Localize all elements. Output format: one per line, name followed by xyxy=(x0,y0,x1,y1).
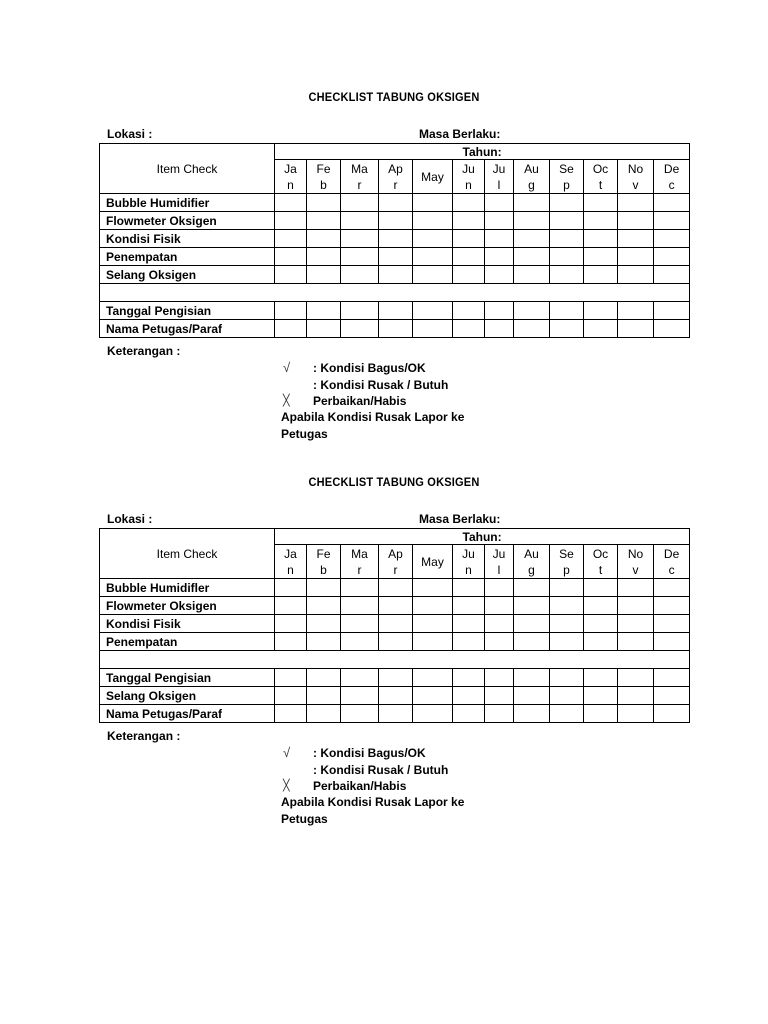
check-cell[interactable] xyxy=(654,320,690,338)
month-label-part: r xyxy=(393,177,398,192)
table-row xyxy=(100,669,690,687)
table-row xyxy=(100,284,690,302)
check-cell[interactable] xyxy=(413,705,453,723)
table-row xyxy=(100,687,690,705)
month-label-part: Au xyxy=(524,546,539,561)
check-cell[interactable] xyxy=(307,230,341,248)
table-row xyxy=(100,320,690,338)
check-cell[interactable] xyxy=(485,705,514,723)
check-icon: √ xyxy=(283,745,291,760)
check-cell[interactable] xyxy=(485,615,514,633)
month-label-part: Ju xyxy=(462,546,475,561)
check-cell[interactable] xyxy=(584,212,618,230)
check-cell[interactable] xyxy=(275,687,307,705)
check-cell[interactable] xyxy=(413,230,453,248)
month-header xyxy=(341,545,379,579)
check-cell[interactable] xyxy=(485,266,514,284)
check-cell[interactable] xyxy=(453,266,485,284)
month-header xyxy=(453,545,485,579)
check-cell[interactable] xyxy=(341,266,379,284)
check-cell[interactable] xyxy=(307,615,341,633)
month-label-part: No xyxy=(627,161,644,176)
month-label-part: Oc xyxy=(592,161,609,176)
keterangan-label: Keterangan : xyxy=(107,729,181,743)
check-cell[interactable] xyxy=(618,302,654,320)
month-header xyxy=(618,160,654,194)
check-cell[interactable] xyxy=(584,705,618,723)
check-cell[interactable] xyxy=(341,597,379,615)
check-cell[interactable] xyxy=(485,687,514,705)
check-cell[interactable] xyxy=(453,579,485,597)
check-cell[interactable] xyxy=(413,266,453,284)
check-cell[interactable] xyxy=(485,302,514,320)
month-label-part: Ma xyxy=(351,546,368,561)
month-label-part: Ma xyxy=(351,161,368,176)
month-label-part: g xyxy=(528,177,535,192)
check-cell[interactable] xyxy=(307,212,341,230)
check-cell[interactable] xyxy=(485,248,514,266)
legend-lapor: Apabila Kondisi Rusak Lapor ke xyxy=(281,795,465,809)
table-row xyxy=(100,615,690,633)
check-cell[interactable] xyxy=(654,266,690,284)
month-label-part: r xyxy=(357,562,362,577)
table-row xyxy=(100,705,690,723)
check-cell[interactable] xyxy=(307,579,341,597)
check-cell[interactable] xyxy=(584,633,618,651)
item-label: Tanggal Pengisian xyxy=(100,669,275,687)
item-label: Bubble Humidifier xyxy=(100,194,275,212)
month-label-part: Au xyxy=(524,161,539,176)
check-cell[interactable] xyxy=(514,302,550,320)
item-label: Penempatan xyxy=(100,248,275,266)
table-row xyxy=(100,579,690,597)
check-cell[interactable] xyxy=(550,302,584,320)
check-cell[interactable] xyxy=(584,615,618,633)
check-cell[interactable] xyxy=(550,212,584,230)
check-cell[interactable] xyxy=(341,615,379,633)
check-cell[interactable] xyxy=(550,320,584,338)
month-header xyxy=(341,160,379,194)
item-label: Kondisi Fisik xyxy=(100,230,275,248)
check-cell[interactable] xyxy=(379,687,413,705)
check-cell[interactable] xyxy=(341,669,379,687)
month-header xyxy=(654,545,690,579)
check-cell[interactable] xyxy=(654,633,690,651)
month-header xyxy=(550,545,584,579)
check-cell[interactable] xyxy=(514,248,550,266)
month-label-part: De xyxy=(663,161,680,176)
month-label-part: Ju xyxy=(492,546,506,561)
month-header xyxy=(275,160,307,194)
check-cell[interactable] xyxy=(379,248,413,266)
month-label-part: Ju xyxy=(462,161,475,176)
check-cell[interactable] xyxy=(453,705,485,723)
month-header xyxy=(413,545,453,579)
table-row xyxy=(100,230,690,248)
month-header xyxy=(485,160,514,194)
check-cell[interactable] xyxy=(618,687,654,705)
lokasi-label: Lokasi : xyxy=(107,512,153,526)
check-cell[interactable] xyxy=(618,669,654,687)
check-cell[interactable] xyxy=(550,266,584,284)
table-row xyxy=(100,633,690,651)
check-cell[interactable] xyxy=(654,248,690,266)
legend-perbaikan: Perbaikan/Habis xyxy=(313,779,407,793)
month-header xyxy=(584,160,618,194)
check-cell[interactable] xyxy=(453,230,485,248)
month-label-part: b xyxy=(320,177,327,192)
check-cell[interactable] xyxy=(584,266,618,284)
check-cell[interactable] xyxy=(584,320,618,338)
check-cell[interactable] xyxy=(341,705,379,723)
month-label-part: May xyxy=(421,554,444,569)
month-label-part: Oc xyxy=(592,546,609,561)
check-cell[interactable] xyxy=(275,597,307,615)
check-cell[interactable] xyxy=(341,194,379,212)
item-label: Kondisi Fisik xyxy=(100,615,275,633)
check-cell[interactable] xyxy=(413,302,453,320)
month-label-part: l xyxy=(497,562,501,577)
month-label-part: No xyxy=(627,546,644,561)
check-cell[interactable] xyxy=(514,230,550,248)
check-cell[interactable] xyxy=(485,669,514,687)
check-cell[interactable] xyxy=(584,687,618,705)
month-label-part: Ap xyxy=(388,161,403,176)
check-cell[interactable] xyxy=(307,705,341,723)
check-cell[interactable] xyxy=(379,705,413,723)
month-header xyxy=(379,160,413,194)
check-cell[interactable] xyxy=(618,597,654,615)
check-cell[interactable] xyxy=(618,705,654,723)
check-cell[interactable] xyxy=(514,266,550,284)
month-label-part: t xyxy=(598,177,603,192)
check-cell[interactable] xyxy=(654,705,690,723)
check-cell[interactable] xyxy=(618,633,654,651)
check-cell[interactable] xyxy=(584,597,618,615)
month-label-part: De xyxy=(663,546,680,561)
check-cell[interactable] xyxy=(514,212,550,230)
sheet-title: CHECKLIST TABUNG OKSIGEN xyxy=(308,90,480,104)
check-cell[interactable] xyxy=(514,194,550,212)
check-cell[interactable] xyxy=(514,633,550,651)
check-cell[interactable] xyxy=(379,266,413,284)
check-cell[interactable] xyxy=(514,669,550,687)
check-cell[interactable] xyxy=(453,320,485,338)
sheet-title: CHECKLIST TABUNG OKSIGEN xyxy=(308,475,480,489)
month-label-part: Ap xyxy=(388,546,403,561)
check-cell[interactable] xyxy=(307,687,341,705)
cross-icon: ╳ xyxy=(283,780,290,792)
month-header xyxy=(514,160,550,194)
check-cell[interactable] xyxy=(453,248,485,266)
check-cell[interactable] xyxy=(275,320,307,338)
check-cell[interactable] xyxy=(307,633,341,651)
check-cell[interactable] xyxy=(413,248,453,266)
check-cell[interactable] xyxy=(275,212,307,230)
check-cell[interactable] xyxy=(550,597,584,615)
masa-berlaku-label: Masa Berlaku: xyxy=(419,512,501,526)
check-cell[interactable] xyxy=(485,633,514,651)
month-header xyxy=(584,545,618,579)
legend-ok: : Kondisi Bagus/OK xyxy=(313,361,426,375)
check-cell[interactable] xyxy=(654,230,690,248)
month-header xyxy=(275,545,307,579)
check-cell[interactable] xyxy=(550,705,584,723)
check-cell[interactable] xyxy=(307,194,341,212)
check-cell[interactable] xyxy=(275,230,307,248)
month-header xyxy=(413,160,453,194)
check-cell[interactable] xyxy=(275,705,307,723)
spacer-row-cell xyxy=(100,284,690,302)
check-cell[interactable] xyxy=(275,579,307,597)
tahun-header: Tahun: xyxy=(275,529,690,545)
check-cell[interactable] xyxy=(275,302,307,320)
check-cell[interactable] xyxy=(275,248,307,266)
check-cell[interactable] xyxy=(618,579,654,597)
check-cell[interactable] xyxy=(453,194,485,212)
month-label-part: n xyxy=(465,177,472,192)
month-header xyxy=(379,545,413,579)
check-cell[interactable] xyxy=(413,669,453,687)
check-cell[interactable] xyxy=(654,579,690,597)
check-icon: √ xyxy=(283,360,291,375)
item-check-header: Item Check xyxy=(100,144,275,194)
check-cell[interactable] xyxy=(654,615,690,633)
check-cell[interactable] xyxy=(618,615,654,633)
table-row xyxy=(100,248,690,266)
check-cell[interactable] xyxy=(379,615,413,633)
month-label-part: g xyxy=(528,562,535,577)
check-cell[interactable] xyxy=(618,194,654,212)
legend-rusak: : Kondisi Rusak / Butuh xyxy=(313,763,449,777)
check-cell[interactable] xyxy=(485,230,514,248)
check-cell[interactable] xyxy=(307,669,341,687)
check-cell[interactable] xyxy=(514,579,550,597)
month-header xyxy=(307,545,341,579)
check-cell[interactable] xyxy=(307,302,341,320)
check-cell[interactable] xyxy=(307,266,341,284)
check-cell[interactable] xyxy=(379,579,413,597)
month-label-part: r xyxy=(357,177,362,192)
check-cell[interactable] xyxy=(379,194,413,212)
legend-rusak: : Kondisi Rusak / Butuh xyxy=(313,378,449,392)
check-cell[interactable] xyxy=(453,669,485,687)
month-label-part: l xyxy=(497,177,501,192)
month-label-part: n xyxy=(287,177,294,192)
check-cell[interactable] xyxy=(453,633,485,651)
check-cell[interactable] xyxy=(618,248,654,266)
item-label: Penempatan xyxy=(100,633,275,651)
check-cell[interactable] xyxy=(379,302,413,320)
month-header xyxy=(654,160,690,194)
check-cell[interactable] xyxy=(341,633,379,651)
check-cell[interactable] xyxy=(654,302,690,320)
check-cell[interactable] xyxy=(413,320,453,338)
month-label-part: c xyxy=(668,177,675,192)
legend-lapor: Apabila Kondisi Rusak Lapor ke xyxy=(281,410,465,424)
month-label-part: Se xyxy=(559,546,574,561)
check-cell[interactable] xyxy=(514,597,550,615)
item-label: Selang Oksigen xyxy=(100,266,275,284)
check-cell[interactable] xyxy=(485,194,514,212)
legend-perbaikan: Perbaikan/Habis xyxy=(313,394,407,408)
check-cell[interactable] xyxy=(341,579,379,597)
checklist-table xyxy=(99,143,690,338)
check-cell[interactable] xyxy=(618,230,654,248)
check-cell[interactable] xyxy=(341,302,379,320)
check-cell[interactable] xyxy=(341,230,379,248)
check-cell[interactable] xyxy=(379,320,413,338)
check-cell[interactable] xyxy=(413,597,453,615)
check-cell[interactable] xyxy=(307,597,341,615)
check-cell[interactable] xyxy=(453,687,485,705)
month-label-part: Ju xyxy=(492,161,506,176)
item-label: Bubble Humidifler xyxy=(100,579,275,597)
month-label-part: n xyxy=(287,562,294,577)
check-cell[interactable] xyxy=(584,302,618,320)
check-cell[interactable] xyxy=(341,320,379,338)
check-cell[interactable] xyxy=(584,194,618,212)
month-label-part: Ja xyxy=(284,161,297,176)
item-label: Nama Petugas/Paraf xyxy=(100,320,275,338)
item-label: Tanggal Pengisian xyxy=(100,302,275,320)
legend-petugas: Petugas xyxy=(281,427,328,441)
month-label-part: c xyxy=(668,562,675,577)
month-header xyxy=(550,160,584,194)
check-cell[interactable] xyxy=(275,669,307,687)
check-cell[interactable] xyxy=(618,320,654,338)
check-cell[interactable] xyxy=(584,230,618,248)
check-cell[interactable] xyxy=(550,579,584,597)
check-cell[interactable] xyxy=(453,212,485,230)
keterangan-label: Keterangan : xyxy=(107,344,181,358)
tahun-header: Tahun: xyxy=(275,144,690,160)
month-label-part: Se xyxy=(559,161,574,176)
month-header xyxy=(514,545,550,579)
item-check-header: Item Check xyxy=(100,529,275,579)
month-label-part: Fe xyxy=(316,161,331,176)
check-cell[interactable] xyxy=(485,597,514,615)
table-row xyxy=(100,212,690,230)
check-cell[interactable] xyxy=(550,669,584,687)
check-cell[interactable] xyxy=(550,230,584,248)
check-cell[interactable] xyxy=(654,194,690,212)
month-header xyxy=(618,545,654,579)
check-cell[interactable] xyxy=(654,669,690,687)
check-cell[interactable] xyxy=(379,230,413,248)
check-cell[interactable] xyxy=(453,597,485,615)
check-cell[interactable] xyxy=(307,248,341,266)
month-label-part: b xyxy=(320,562,327,577)
check-cell[interactable] xyxy=(550,687,584,705)
check-cell[interactable] xyxy=(584,579,618,597)
check-cell[interactable] xyxy=(341,248,379,266)
check-cell[interactable] xyxy=(654,687,690,705)
check-cell[interactable] xyxy=(379,597,413,615)
month-label-part: p xyxy=(563,562,570,577)
check-cell[interactable] xyxy=(341,687,379,705)
check-cell[interactable] xyxy=(413,579,453,597)
check-cell[interactable] xyxy=(275,266,307,284)
check-cell[interactable] xyxy=(413,687,453,705)
month-label-part: p xyxy=(563,177,570,192)
check-cell[interactable] xyxy=(275,194,307,212)
check-cell[interactable] xyxy=(485,579,514,597)
check-cell[interactable] xyxy=(275,615,307,633)
check-cell[interactable] xyxy=(514,687,550,705)
check-cell[interactable] xyxy=(379,633,413,651)
month-label-part: Fe xyxy=(316,546,331,561)
check-cell[interactable] xyxy=(550,194,584,212)
month-header xyxy=(453,160,485,194)
month-label-part: v xyxy=(632,562,639,577)
check-cell[interactable] xyxy=(453,615,485,633)
check-cell[interactable] xyxy=(514,615,550,633)
masa-berlaku-label: Masa Berlaku: xyxy=(419,127,501,141)
check-cell[interactable] xyxy=(618,212,654,230)
table-row xyxy=(100,651,690,669)
month-label-part: t xyxy=(598,562,603,577)
check-cell[interactable] xyxy=(379,212,413,230)
check-cell[interactable] xyxy=(453,302,485,320)
check-cell[interactable] xyxy=(550,248,584,266)
month-header xyxy=(307,160,341,194)
legend-petugas: Petugas xyxy=(281,812,328,826)
legend-ok: : Kondisi Bagus/OK xyxy=(313,746,426,760)
check-cell[interactable] xyxy=(550,615,584,633)
check-cell[interactable] xyxy=(654,212,690,230)
check-cell[interactable] xyxy=(413,615,453,633)
check-cell[interactable] xyxy=(275,633,307,651)
lokasi-label: Lokasi : xyxy=(107,127,153,141)
check-cell[interactable] xyxy=(413,633,453,651)
check-cell[interactable] xyxy=(654,597,690,615)
item-label: Nama Petugas/Paraf xyxy=(100,705,275,723)
table-row xyxy=(100,597,690,615)
check-cell[interactable] xyxy=(413,194,453,212)
check-cell[interactable] xyxy=(514,320,550,338)
check-cell[interactable] xyxy=(413,212,453,230)
check-cell[interactable] xyxy=(379,669,413,687)
check-cell[interactable] xyxy=(485,320,514,338)
cross-icon: ╳ xyxy=(283,395,290,407)
table-row xyxy=(100,266,690,284)
month-label-part: r xyxy=(393,562,398,577)
month-label-part: Ja xyxy=(284,546,297,561)
table-row xyxy=(100,302,690,320)
check-cell[interactable] xyxy=(584,669,618,687)
month-header xyxy=(485,545,514,579)
check-cell[interactable] xyxy=(618,266,654,284)
month-label-part: v xyxy=(632,177,639,192)
month-label-part: May xyxy=(421,169,444,184)
item-label: Flowmeter Oksigen xyxy=(100,597,275,615)
check-cell[interactable] xyxy=(307,320,341,338)
month-label-part: n xyxy=(465,562,472,577)
check-cell[interactable] xyxy=(550,633,584,651)
item-label: Flowmeter Oksigen xyxy=(100,212,275,230)
check-cell[interactable] xyxy=(485,212,514,230)
check-cell[interactable] xyxy=(584,248,618,266)
check-cell[interactable] xyxy=(341,212,379,230)
spacer-row-cell xyxy=(100,651,690,669)
check-cell[interactable] xyxy=(514,705,550,723)
item-label: Selang Oksigen xyxy=(100,687,275,705)
checklist-table xyxy=(99,528,690,723)
table-row xyxy=(100,194,690,212)
